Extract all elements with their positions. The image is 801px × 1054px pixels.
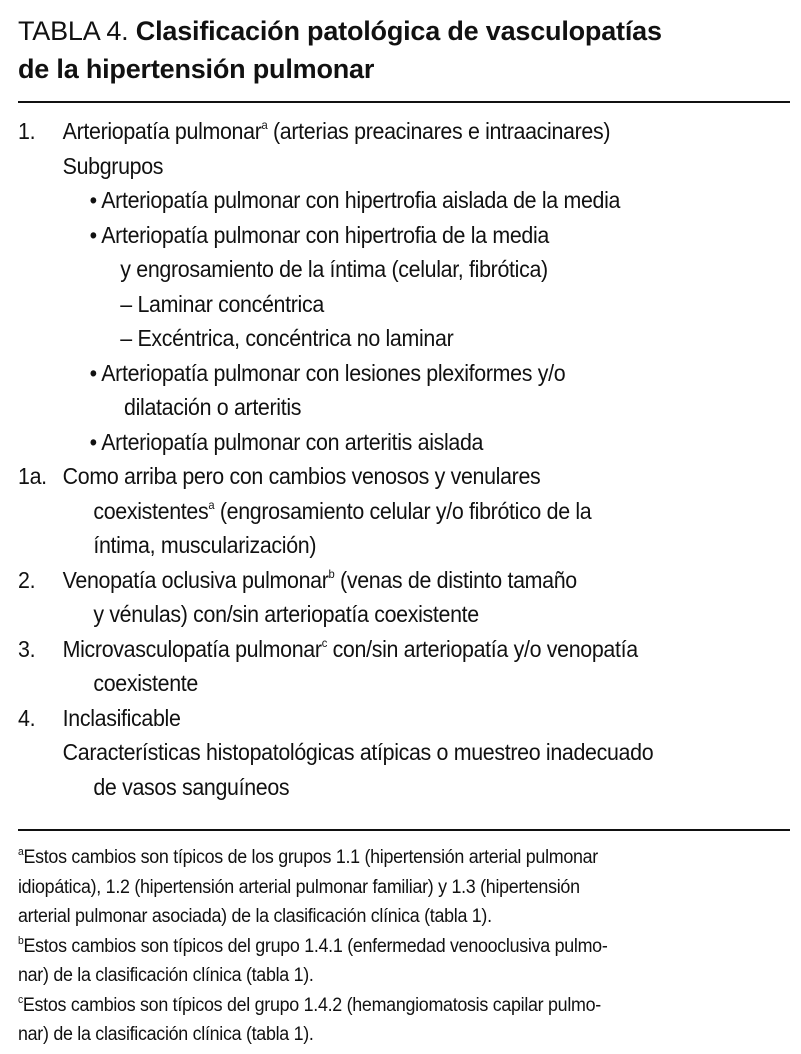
footnote-mark: b (18, 934, 24, 947)
dash-item: – Laminar concéntrica (120, 290, 324, 317)
item-continuation: y vénulas) con/sin arteriopatía coexistente (93, 601, 479, 627)
footnote-c: $^c$Estos cambios son típicos del grupo 1.4.2 (hemangiomatosis capilar pulmo- (18, 993, 601, 1016)
item-number: 1a. (18, 463, 47, 489)
item-text: Arteriopatía pulmonar (62, 118, 262, 144)
item-continuation: Características histopatológicas atípicas o muestreo inadecuado (62, 739, 654, 765)
subgroups-label: Subgrupos (62, 152, 164, 179)
top-rule (18, 101, 790, 103)
footnote-mark: c (18, 993, 23, 1006)
bullet-item: • Arteriopatía pulmonar con arteritis aislada (89, 428, 484, 455)
item-number: 1. (18, 118, 36, 144)
footnotes (18, 843, 744, 1050)
footnote-a: $^a$Estos cambios son típicos de los grupos 1.1 (hipertensión arterial pulmonar (18, 846, 598, 868)
footnote-marker: a (208, 497, 215, 512)
bottom-rule (18, 829, 790, 831)
list-item-1a: 1a. Como arriba pero con cambios venosos y venulares (18, 459, 736, 494)
bullet-item-continuation: dilatación o arteritis (124, 394, 302, 420)
list-item-3: 3. Microvasculopatía pulmonar$^c$ con/sin arteriopatía y/o venopatía (18, 632, 736, 667)
bullet-item: • Arteriopatía pulmonar con lesiones plexiformes y/o (89, 359, 566, 386)
item-continuation: coexistentes$^a$ (engrosamiento celular y/o fibrótico de la (93, 497, 592, 524)
item-continuation: íntima, muscularización) (93, 532, 317, 558)
classification-list (18, 114, 736, 804)
item-continuation: coexistente (93, 670, 198, 696)
list-item-2: 2. Venopatía oclusiva pulmonar$^b$ (venas de distinto tamaño (18, 563, 736, 598)
bullet-item: • Arteriopatía pulmonar con hipertrofia de la media (89, 221, 549, 248)
item-number: 4. (18, 704, 36, 731)
table-title (18, 12, 788, 88)
footnote-line: nar) de la clasificación clínica (tabla 1). (18, 1024, 314, 1045)
footnote-marker: b (328, 566, 335, 581)
title-prefix: TABLA 4. (18, 16, 129, 46)
title-line-2: de la hipertensión pulmonar (18, 54, 375, 84)
footnote-marker: a (261, 118, 268, 132)
footnote-mark: a (18, 846, 24, 858)
title-main: Clasificación patológica de vasculopatías (135, 16, 662, 46)
footnote-line: nar) de la clasificación clínica (tabla 1). (18, 965, 314, 986)
item-number: 2. (18, 566, 36, 593)
footnote-line: arterial pulmonar asociada) de la clasificación clínica (tabla 1). (18, 906, 492, 927)
footnote-b: $^b$Estos cambios son típicos del grupo 1.4.1 (enfermedad venooclusiva pulmo- (18, 934, 608, 957)
bullet-item-continuation: y engrosamiento de la íntima (celular, fibrótica) (120, 256, 548, 282)
bullet-item: • Arteriopatía pulmonar con hipertrofia aislada de la media (89, 187, 621, 213)
title-line-1 (18, 12, 788, 50)
footnote-marker: c (321, 635, 327, 650)
footnote-line: idiopática), 1.2 (hipertensión arterial pulmonar familiar) y 1.3 (hipertensión (18, 876, 580, 898)
list-item-1 (18, 114, 736, 149)
dash-item: – Excéntrica, concéntrica no laminar (120, 325, 454, 351)
item-text-rest: (arterias preacinares e intraacinares) (267, 118, 611, 144)
list-item-4: 4. Inclasificable (18, 701, 736, 736)
item-number: 3. (18, 635, 36, 662)
item-continuation: de vasos sanguíneos (93, 773, 290, 800)
